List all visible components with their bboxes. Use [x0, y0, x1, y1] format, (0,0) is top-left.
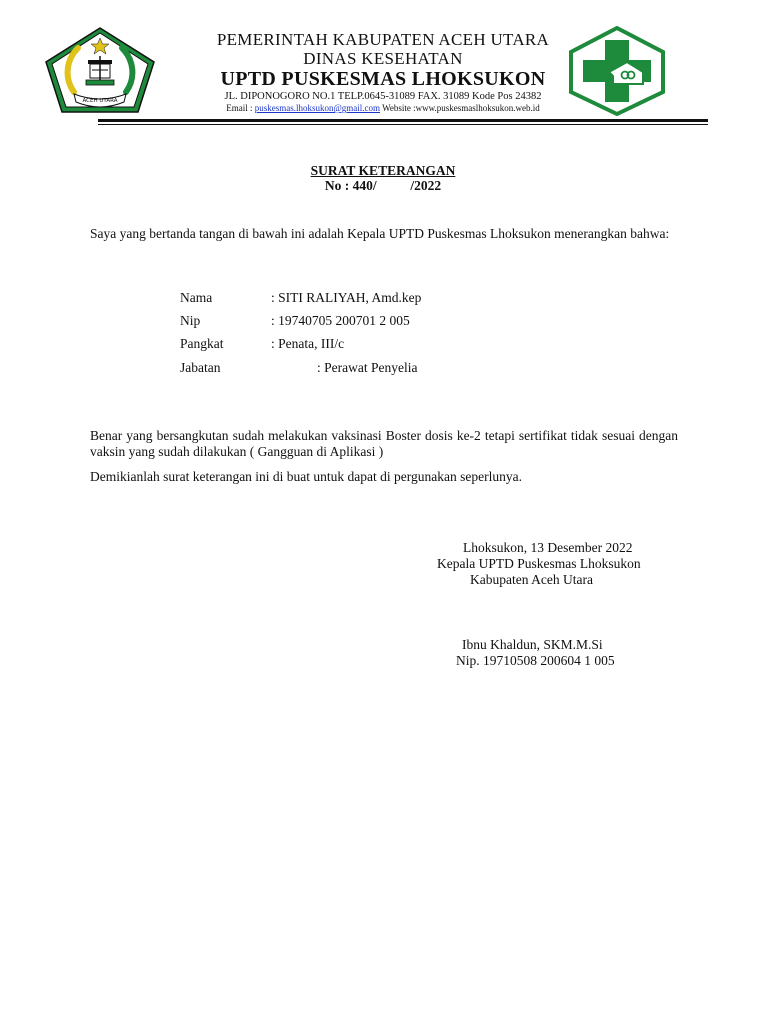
letterhead-rule-thin	[98, 124, 708, 125]
aceh-utara-emblem-logo	[44, 26, 156, 114]
signatory-name: Ibnu Khaldun, SKM.M.Si	[462, 637, 603, 652]
field-label-jabatan: Jabatan	[180, 360, 221, 375]
field-value-pangkat: : Penata, III/c	[271, 336, 345, 351]
website-text: www.puskesmaslhoksukon.web.id	[415, 103, 540, 113]
signature-position: Kepala UPTD Puskesmas Lhoksukon	[437, 556, 641, 571]
email-label: Email :	[226, 103, 253, 113]
letterhead-department-line: DINAS KESEHATAN	[303, 49, 463, 68]
letter-title: SURAT KETERANGAN	[310, 163, 456, 178]
intro-paragraph: Saya yang bertanda tangan di bawah ini adalah Kepala UPTD Puskesmas Lhoksukon menerangkan bahwa:	[90, 226, 670, 241]
field-value-jabatan: : Perawat Penyelia	[317, 360, 418, 375]
letterhead-government-line: PEMERINTAH KABUPATEN ACEH UTARA	[216, 30, 550, 49]
emblem-ribbon-text: ACEH UTARA	[82, 98, 118, 104]
signatory-nip: Nip. 19710508 200604 1 005	[456, 653, 615, 668]
letterhead-institution-name: UPTD PUSKESMAS LHOKSUKON	[220, 68, 546, 90]
letterhead-rule-thick	[98, 119, 708, 122]
website-label: Website :	[382, 103, 416, 113]
field-label-nama: Nama	[180, 290, 213, 305]
body-paragraph-statement: Benar yang bersangkutan sudah melakukan vaksinasi Boster dosis ke-2 tetapi sertifikat tidak sesuai dengan vaksin yang sudah dilakukan ( Gangguan di Aplikasi )	[90, 428, 678, 459]
letterhead-address: JL. DIPONOGORO NO.1 TELP.0645-31089 FAX. 31089 Kode Pos 24382	[224, 91, 542, 102]
letterhead-contact	[150, 103, 616, 113]
email-link[interactable]: puskesmas.lhoksukon@gmail.com	[254, 103, 380, 113]
field-value-nama: : SITI RALIYAH, Amd.kep	[271, 290, 422, 305]
signature-place-date: Lhoksukon, 13 Desember 2022	[463, 540, 633, 555]
letter-number: No : 440/ /2022	[324, 178, 442, 193]
signature-region: Kabupaten Aceh Utara	[470, 572, 593, 587]
field-label-nip: Nip	[180, 313, 201, 328]
body-paragraph-closing: Demikianlah surat keterangan ini di buat untuk dapat di pergunakan seperlunya.	[90, 469, 522, 484]
field-value-nip: : 19740705 200701 2 005	[271, 313, 410, 328]
field-label-pangkat: Pangkat	[180, 336, 224, 351]
